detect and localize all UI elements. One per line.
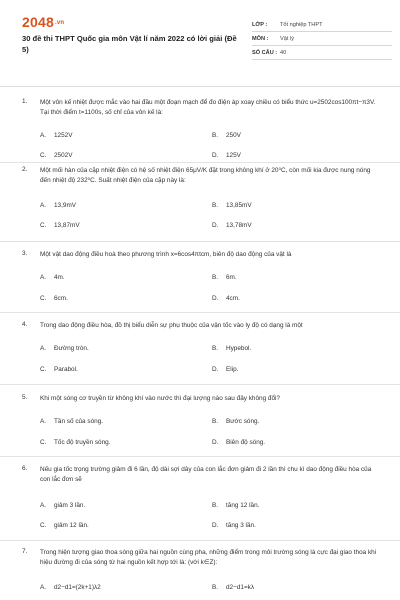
- option-b[interactable]: B. 6m.: [212, 274, 237, 281]
- question-text: Một vôn kế nhiệt được mắc vào hai đầu một đoạn mạch để đo điện áp xoay chiều có biểu thức u=2502cos100πt−π3V. Tại thời điểm t=1100s, số chỉ của vôn kế là:: [40, 99, 376, 116]
- option-b[interactable]: B. 250V: [212, 132, 241, 139]
- question-number: 1.: [22, 98, 28, 105]
- option-d[interactable]: D. Biên độ sóng.: [212, 439, 266, 446]
- option-d[interactable]: D. 4cm.: [212, 295, 240, 302]
- option-a[interactable]: A. giảm 3 lần.: [40, 502, 86, 509]
- question-divider: [0, 312, 400, 313]
- question-divider: [0, 162, 400, 163]
- option-b[interactable]: B. tăng 12 lần.: [212, 502, 260, 509]
- option-c[interactable]: C. Parabol.: [40, 366, 78, 373]
- question-divider: [0, 241, 400, 242]
- meta-label: SỐ CÂU :: [252, 49, 278, 56]
- header: [22, 14, 382, 60]
- question-divider: [0, 540, 400, 541]
- option-b[interactable]: B. Hypebol.: [212, 345, 252, 352]
- option-c[interactable]: C. Tốc độ truyền sóng.: [40, 439, 111, 446]
- option-d[interactable]: D. tăng 3 lần.: [212, 522, 256, 529]
- header-divider: [0, 86, 400, 87]
- site-logo[interactable]: 2048.vn: [22, 14, 65, 30]
- option-c[interactable]: C. giảm 12 lần.: [40, 522, 89, 529]
- option-b[interactable]: B. d2−d1=kλ: [212, 584, 255, 591]
- question-divider: [0, 456, 400, 457]
- meta-label: LỚP :: [252, 21, 268, 28]
- option-a[interactable]: A. Tần số của sóng.: [40, 418, 104, 425]
- option-c[interactable]: C. 6cm.: [40, 295, 68, 302]
- question-number: 2.: [22, 166, 28, 173]
- question-text: Một vật dao động điều hoà theo phương trình x=6cos4πtcm, biên độ dao động của vật là: [40, 251, 292, 258]
- option-a[interactable]: A. 1252V: [40, 132, 73, 139]
- question-divider: [0, 384, 400, 385]
- meta-label: MÔN :: [252, 35, 269, 42]
- option-a[interactable]: A. d2−d1=(2k+1)λ2: [40, 584, 101, 591]
- option-c[interactable]: C. 13,87mV: [40, 222, 80, 229]
- option-c[interactable]: C. 2502V: [40, 152, 73, 159]
- option-a[interactable]: A. 4m.: [40, 274, 65, 281]
- question-text: Trong dao động điều hòa, đồ thị biểu diễn sự phụ thuộc của vận tốc vào ly độ có dạng là một: [40, 322, 303, 329]
- meta-value: 40: [280, 49, 287, 56]
- question-text: Một mối hàn của cặp nhiệt điện có hệ số nhiệt điện 65μV/K đặt trong không khí ở 20⁰C, còn mối kia được nung nóng đến nhiệt độ 232⁰C. Suất nhiệt điện của cặp này là:: [40, 167, 371, 184]
- meta-row-count: [252, 46, 392, 60]
- option-b[interactable]: B. Bước sóng.: [212, 418, 260, 425]
- meta-row-subject: [252, 32, 392, 46]
- option-d[interactable]: D. 125V: [212, 152, 241, 159]
- question-number: 4.: [22, 321, 28, 328]
- question-number: 3.: [22, 250, 28, 257]
- question-text: Nếu gia tốc trọng trường giảm đi 6 lần, độ dài sợi dây của con lắc đơn giảm đi 2 lần thì chu kì dao động điều hòa của con lắc đơn sẽ: [40, 466, 372, 483]
- option-a[interactable]: A. Đường tròn.: [40, 345, 89, 352]
- option-a[interactable]: A. 13,9mV: [40, 202, 77, 209]
- option-b[interactable]: B. 13,85mV: [212, 202, 252, 209]
- question-number: 6.: [22, 465, 28, 472]
- page-title: 30 đề thi THPT Quốc gia môn Vật lí năm 2022 có lời giải (Đề 5): [22, 34, 237, 54]
- question-text: Trong hiện tượng giao thoa sóng giữa hai nguồn cùng pha, những điểm trong môi trường sóng là cực đại giao thoa khi hiệu đường đi của sóng từ hai nguồn kết hợp tới là: (với k∈Z):: [40, 549, 377, 566]
- question-text: Khi một sóng cơ truyền từ không khí vào nước thì đại lượng nào sau đây không đổi?: [40, 395, 280, 402]
- meta-row-class: [252, 18, 392, 32]
- meta-value: Tốt nghiệp THPT: [280, 21, 323, 28]
- meta-value: Vật lý: [280, 35, 294, 42]
- option-d[interactable]: D. 13,78mV: [212, 222, 252, 229]
- option-d[interactable]: D. Elip.: [212, 366, 239, 373]
- exam-meta: [252, 18, 392, 60]
- question-number: 5.: [22, 394, 28, 401]
- question-number: 7.: [22, 548, 28, 555]
